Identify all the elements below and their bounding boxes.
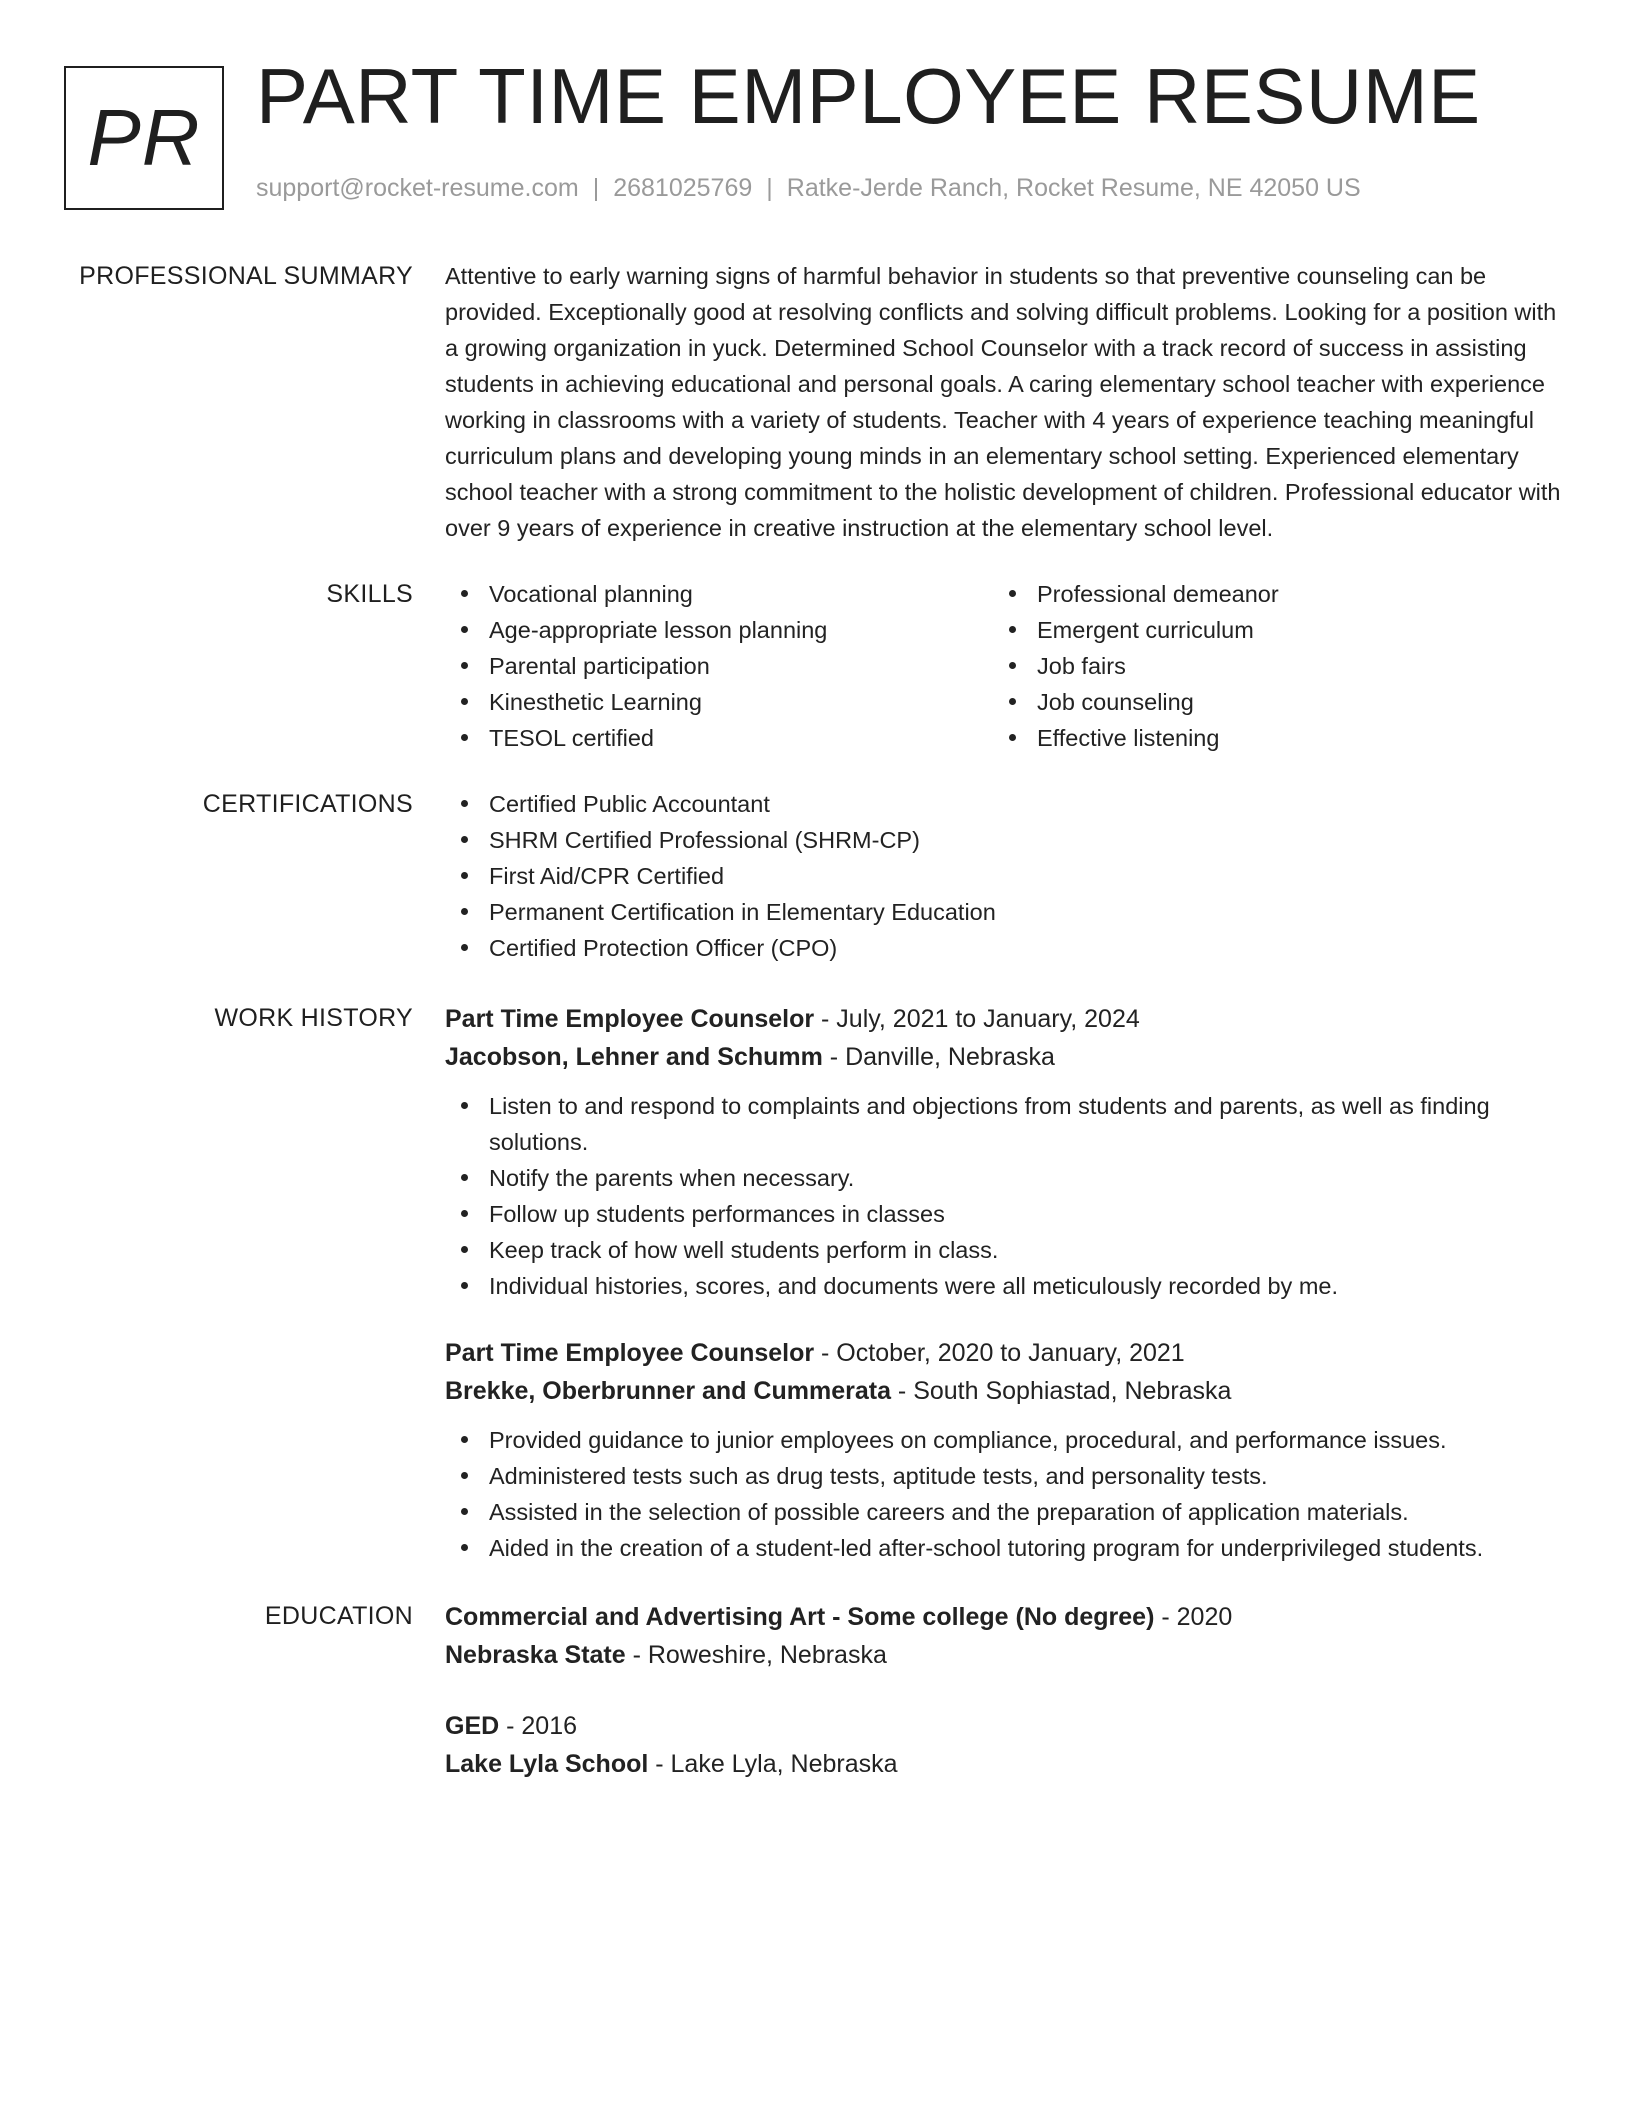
skill-item: Job counseling (993, 684, 1541, 720)
summary-text: Attentive to early warning signs of harmful behavior in students so that preventive counseling can be provided. Exceptionally good at resolving conflicts and solving difficult problems. Looking for a position with a growing organization in yuck. Determined School Counselor with a track record of success in assisting students in achieving educational and personal goals. A caring elementary school teacher with experience working in classrooms with a variety of students. Teacher with 4 years of experience teaching meaningful curriculum plans and developing young minds in an elementary school setting. Experienced elementary school teacher with a strong commitment to the holistic development of children. Professional educator with over 9 years of experience in creative instruction at the elementary school level. (445, 263, 1561, 541)
certification-item: Permanent Certification in Elementary Education (445, 894, 1573, 930)
skill-item: Effective listening (993, 720, 1541, 756)
job-title: Part Time Employee Counselor (445, 1005, 815, 1033)
job-company-line (445, 1372, 1573, 1410)
contact-line (256, 174, 1361, 203)
education-year: - 2020 (1154, 1603, 1233, 1631)
education-degree: Commercial and Advertising Art - Some college (No degree) (445, 1603, 1155, 1631)
summary-section (0, 258, 1632, 546)
summary-heading: PROFESSIONAL SUMMARY (79, 262, 413, 290)
skill-item: Kinesthetic Learning (445, 684, 993, 720)
job-duty: Individual histories, scores, and documents were all meticulously recorded by me. (445, 1268, 1573, 1304)
education-location: - Roweshire, Nebraska (625, 1641, 887, 1669)
education-year: - 2016 (499, 1712, 578, 1740)
certification-item: SHRM Certified Professional (SHRM-CP) (445, 822, 1573, 858)
certifications-section (0, 786, 1632, 966)
skill-item: Age-appropriate lesson planning (445, 612, 993, 648)
job-duties (445, 1422, 1573, 1566)
skill-item: Job fairs (993, 648, 1541, 684)
skill-item: Parental participation (445, 648, 993, 684)
education-entry (445, 1707, 1573, 1783)
contact-separator: | (766, 174, 773, 202)
education-heading: EDUCATION (264, 1602, 413, 1630)
job-duty: Assisted in the selection of possible careers and the preparation of application materials. (445, 1494, 1573, 1530)
job-entry (445, 1000, 1573, 1304)
resume-content (0, 258, 1632, 1783)
job-dates: - October, 2020 to January, 2021 (814, 1339, 1185, 1367)
contact-address: Ratke-Jerde Ranch, Rocket Resume, NE 42050 US (786, 174, 1361, 202)
job-duty: Follow up students performances in classes (445, 1196, 1573, 1232)
education-degree-line (445, 1707, 1573, 1745)
monogram-box (64, 66, 224, 210)
contact-phone: 2681025769 (613, 174, 753, 202)
education-degree: GED (445, 1712, 500, 1740)
education-school: Lake Lyla School (445, 1750, 649, 1778)
education-degree-line (445, 1598, 1573, 1636)
job-duty: Keep track of how well students perform in class. (445, 1232, 1573, 1268)
skill-item: TESOL certified (445, 720, 993, 756)
education-school-line (445, 1636, 1573, 1674)
certification-item: Certified Public Accountant (445, 786, 1573, 822)
skills-section (0, 576, 1632, 756)
education-entry (445, 1598, 1573, 1674)
job-title: Part Time Employee Counselor (445, 1339, 815, 1367)
work-history-heading: WORK HISTORY (214, 1004, 413, 1032)
skills-list-left (445, 576, 993, 756)
job-dates: - July, 2021 to January, 2024 (814, 1005, 1140, 1033)
job-duty: Provided guidance to junior employees on compliance, procedural, and performance issues. (445, 1422, 1573, 1458)
job-entry (445, 1334, 1573, 1566)
education-school: Nebraska State (445, 1641, 626, 1669)
education-school-line (445, 1745, 1573, 1783)
skill-item: Vocational planning (445, 576, 993, 612)
job-title-line (445, 1000, 1573, 1038)
job-location: - Danville, Nebraska (822, 1043, 1055, 1071)
contact-separator: | (592, 174, 600, 202)
job-duties (445, 1088, 1573, 1304)
job-duty: Aided in the creation of a student-led after-school tutoring program for underprivileged students. (445, 1530, 1573, 1566)
job-duty: Administered tests such as drug tests, aptitude tests, and personality tests. (445, 1458, 1573, 1494)
skill-item: Emergent curriculum (993, 612, 1541, 648)
certification-item: Certified Protection Officer (CPO) (445, 930, 1573, 966)
work-history-section (0, 1000, 1632, 1566)
job-company-line (445, 1038, 1573, 1076)
job-company: Brekke, Oberbrunner and Cummerata (445, 1377, 891, 1405)
education-section (0, 1598, 1632, 1783)
job-title-line (445, 1334, 1573, 1372)
job-duty: Listen to and respond to complaints and objections from students and parents, as well as finding solutions. (445, 1088, 1573, 1160)
contact-email: support@rocket-resume.com (256, 174, 579, 202)
skills-heading: SKILLS (326, 580, 413, 608)
job-duty: Notify the parents when necessary. (445, 1160, 1573, 1196)
education-location: - Lake Lyla, Nebraska (648, 1750, 898, 1778)
skill-item: Professional demeanor (993, 576, 1541, 612)
certifications-list (445, 786, 1573, 966)
monogram-initials: PR (87, 93, 201, 182)
certification-item: First Aid/CPR Certified (445, 858, 1573, 894)
job-company: Jacobson, Lehner and Schumm (445, 1043, 823, 1071)
job-location: - South Sophiastad, Nebraska (890, 1377, 1232, 1405)
certifications-heading: CERTIFICATIONS (202, 790, 413, 818)
skills-list-right (993, 576, 1541, 756)
resume-title: PART TIME EMPLOYEE RESUME (256, 52, 1481, 140)
